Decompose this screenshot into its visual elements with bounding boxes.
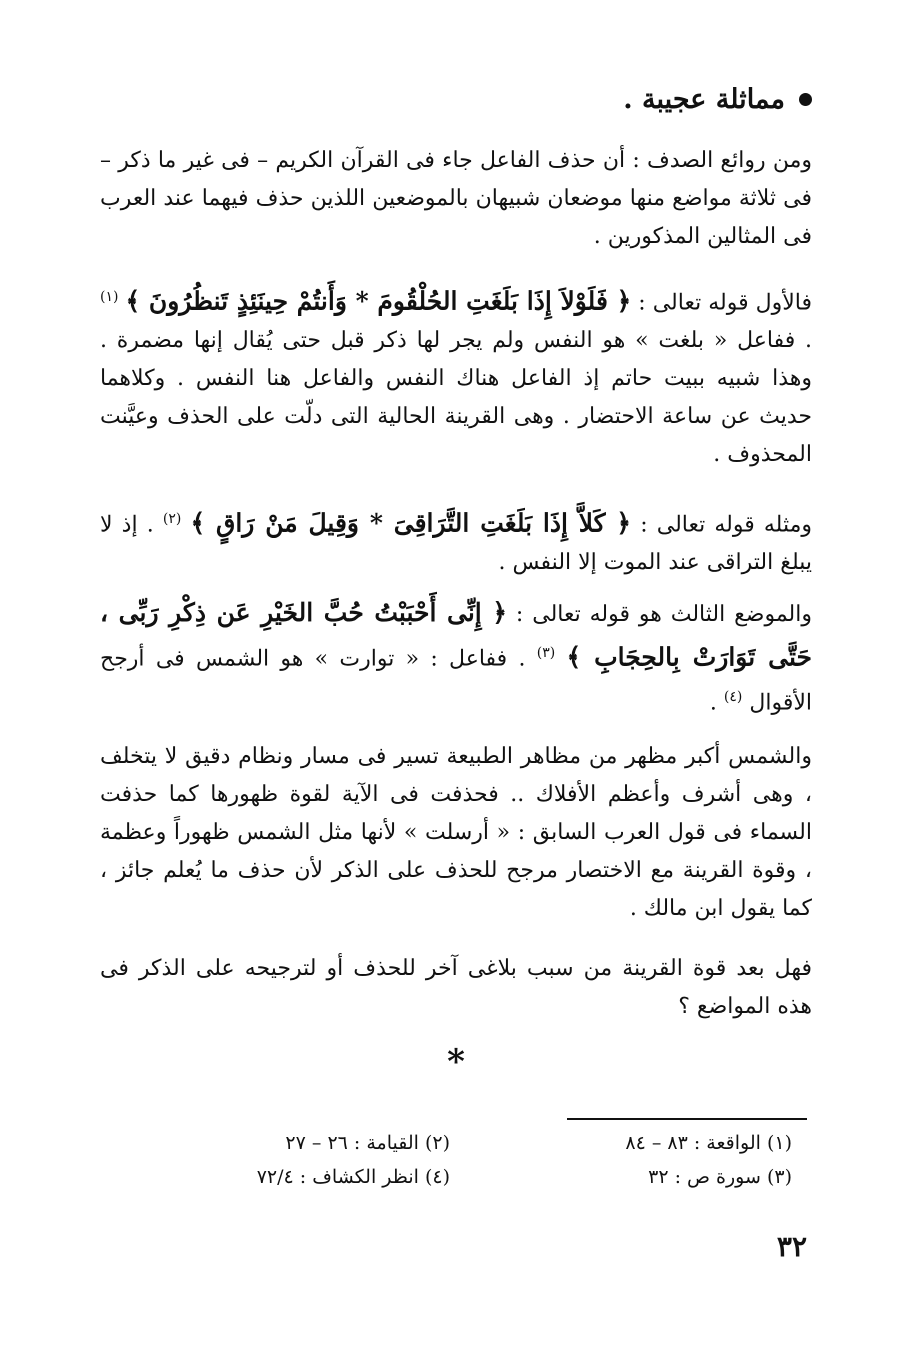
heading-title: مماثلة عجيبة . — [623, 84, 785, 115]
paragraph-4-rest: . ففاعل : « توارت » هو الشمس فى أرجح الأقوال — [100, 646, 812, 716]
paragraph-4-end: . — [709, 690, 717, 716]
section-heading — [623, 84, 812, 115]
page-number: ٣٢ — [776, 1230, 807, 1263]
footnote-1: (١) الواقعة : ٨٣ – ٨٤ — [625, 1132, 792, 1154]
footnote-divider — [567, 1118, 807, 1120]
paragraph-3-intro: ومثله قوله تعالى : — [640, 512, 813, 538]
paragraph-3 — [100, 500, 812, 582]
paragraph-5 — [100, 738, 812, 928]
paragraph-2-intro: فالأول قوله تعالى : — [638, 290, 812, 316]
paragraph-5-text: والشمس أكبر مظهر من مظاهر الطبيعة تسير فى مسار ونظام دقيق لا يتخلف ، وهى أشرف وأعظم الأفلاك .. فحذفت فى الآية لقوة ظهورها كما حذفت السماء فى قول العرب السابق : « أرسلت » لأنها مثل الشمس ظهوراً وعظمة ، وقوة القرينة مع الاختصار مرجح للحذف على الذكر لأن حذف ما يُعلم جائز ، كما يقول ابن مالك . — [100, 744, 812, 921]
paragraph-4 — [100, 594, 812, 723]
paragraph-1 — [100, 142, 812, 256]
quran-verse-3: ﴿ إِنِّى أَحْبَبْتُ حُبَّ الخَيْرِ عَن ذِكْرِ رَبِّى ، حَتَّى تَوَارَتْ بِالحِجَابِ ﴾ — [100, 598, 812, 672]
footnote-4: (٤) انظر الكشاف : ٧٢/٤ — [256, 1166, 450, 1188]
paragraph-6-text: فهل بعد قوة القرينة من سبب بلاغى آخر للحذف أو لترجيحه على الذكر فى هذه المواضع ؟ — [100, 956, 812, 1019]
book-page — [100, 70, 812, 1290]
paragraph-2-rest: . ففاعل « بلغت » هو النفس ولم يجر لها ذكر قبل حتى يُقال إنها مضمرة . وهذا شبيه ببيت حاتم إذ الفاعل هناك النفس والفاعل هنا النفس . وكلاهما حديث عن ساعة الاحتضار . وهى القرينة الحالية التى دلّت على الحذف وعيَّنت المحذوف . — [100, 328, 812, 468]
bullet-icon — [799, 93, 812, 106]
paragraph-3-rest: . إذ لا يبلغ التراقى عند الموت إلا النفس . — [100, 512, 812, 576]
footnote-ref-2: (٢) — [162, 511, 182, 527]
quran-verse-1: ﴿ فَلَوْلاَ إِذَا بَلَغَتِ الحُلْقُومَ * وَأَنتُمْ حِينَئِذٍ تَنظُرُونَ ﴾ — [125, 286, 632, 316]
quran-verse-2: ﴿ كَلاَّ إِذَا بَلَغَتِ التَّرَاقِىَ * وَقِيلَ مَنْ رَاقٍ ﴾ — [190, 508, 632, 538]
footnote-2: (٢) القيامة : ٢٦ – ٢٧ — [285, 1132, 450, 1154]
footnote-3: (٣) سورة ص : ٣٢ — [648, 1166, 792, 1188]
paragraph-2 — [100, 278, 812, 474]
paragraph-6 — [100, 950, 812, 1026]
footnote-ref-1: (١) — [100, 289, 119, 305]
paragraph-4-intro: والموضع الثالث هو قوله تعالى : — [515, 602, 812, 627]
paragraph-1-text: ومن روائع الصدف : أن حذف الفاعل جاء فى القرآن الكريم – فى غير ما ذكر – فى ثلاثة مواضع منها موضعان شبيهان بالموضعين اللذين حذف فيهما عند العرب فى المثالين المذكورين . — [100, 148, 812, 249]
footnote-ref-3: (٣) — [536, 645, 556, 661]
footnote-ref-4: (٤) — [723, 689, 743, 706]
section-separator: * — [447, 1042, 465, 1082]
